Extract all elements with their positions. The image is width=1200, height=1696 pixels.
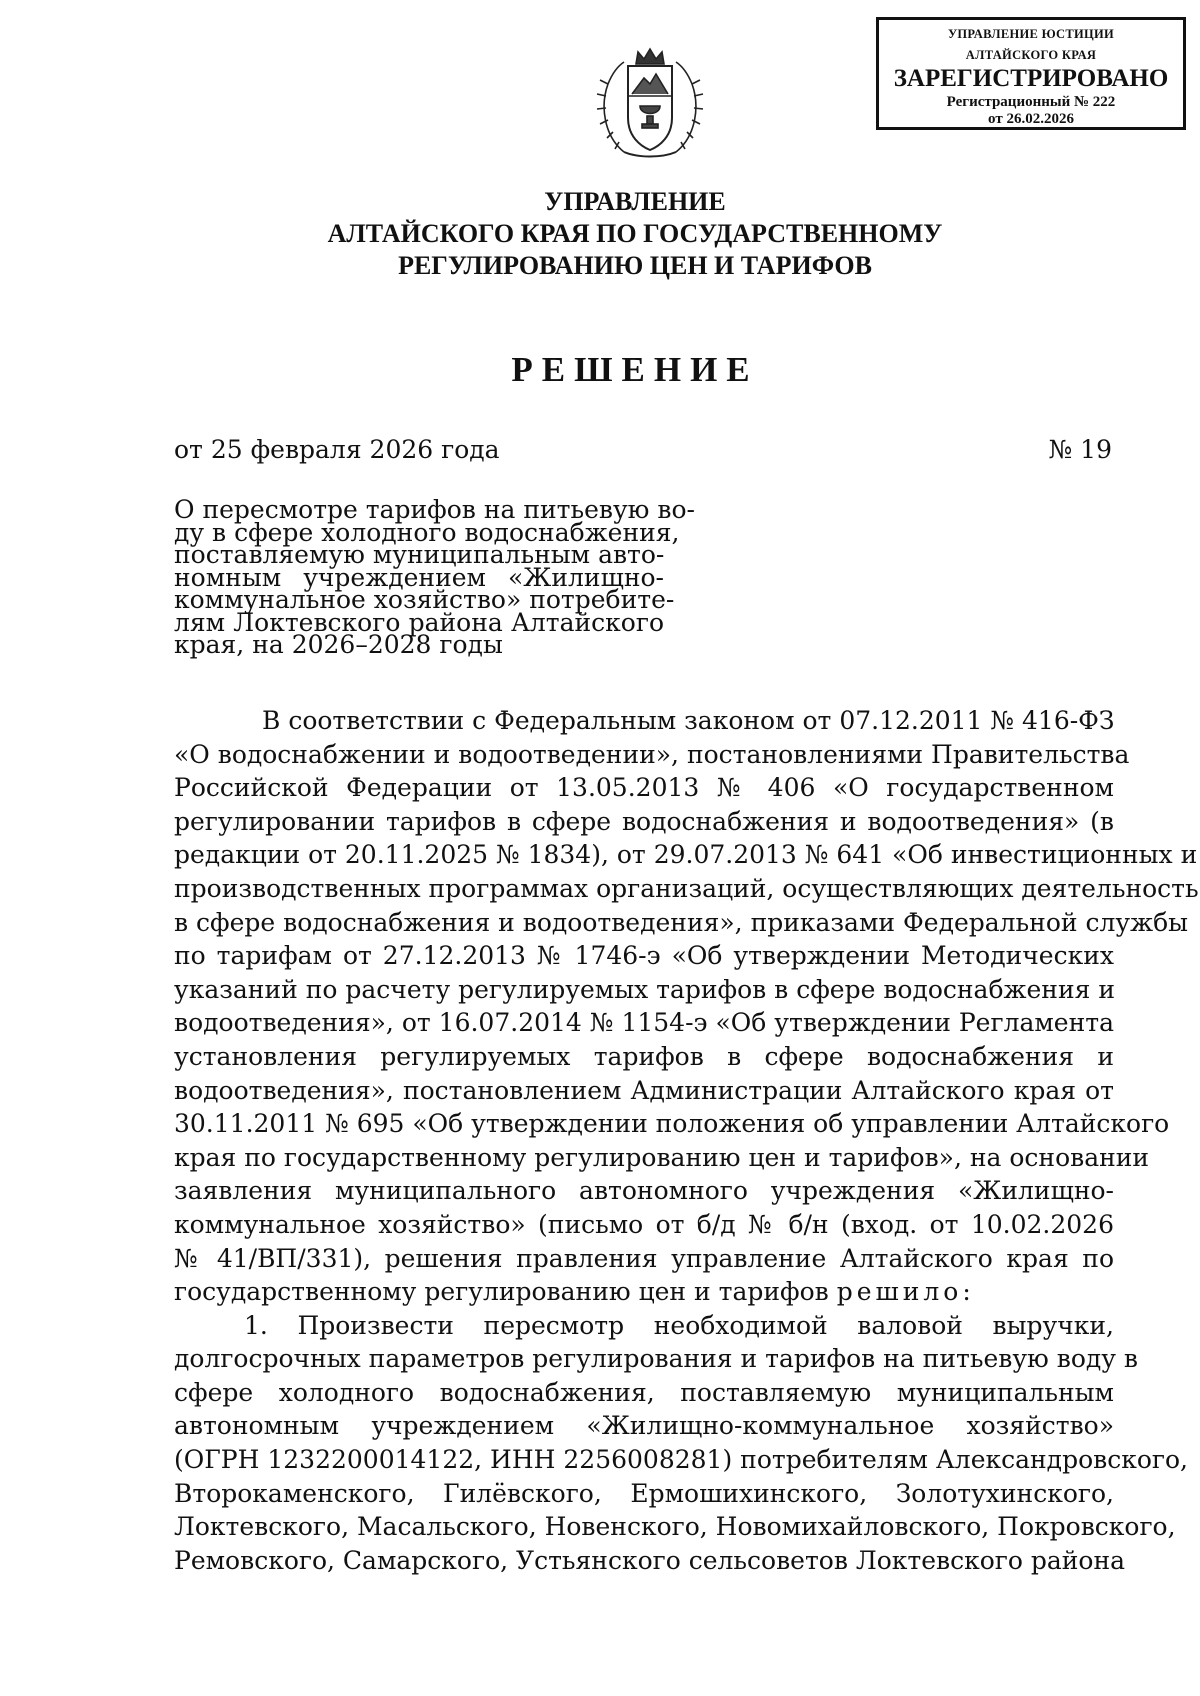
- subject-line: О пересмотре тарифов на питьевую во-: [174, 495, 695, 524]
- issuing-authority-heading: [250, 186, 1020, 282]
- stamp-org-line2: АЛТАЙСКОГО КРАЯ: [965, 48, 1097, 62]
- body-line: Российской Федерации от 13.05.2013 № 406 «О государственном: [174, 773, 1114, 803]
- subject-line: коммунальное хозяйство» потребите-: [174, 585, 675, 614]
- body-line-text: государственному регулированию цен и тарифов: [174, 1277, 829, 1307]
- body-line: указаний по расчету регулируемых тарифов в сфере водоснабжения и: [174, 974, 1116, 1004]
- subject-line: лям Локтевского района Алтайского: [174, 607, 664, 637]
- stamp-reg-number: Регистрационный № 222: [946, 94, 1116, 110]
- body-line: редакции от 20.11.2025 № 1834), от 29.07.2013 № 641 «Об инвестиционных и: [174, 840, 1198, 870]
- decided-word: решило:: [836, 1277, 975, 1307]
- body-line: «О водоснабжении и водоотведении», постановлениями Правительства: [174, 739, 1130, 769]
- body-line: в сфере водоснабжения и водоотведения», приказами Федеральной службы: [174, 907, 1189, 937]
- body-line: 1. Произвести пересмотр необходимой валовой выручки,: [244, 1310, 1114, 1340]
- body-line: Второкаменского, Гилёвского, Ермошихинского, Золотухинского,: [174, 1478, 1114, 1508]
- body-line: № 41/ВП/331), решения правления управление Алтайского края по: [174, 1243, 1114, 1273]
- heading-line-2: АЛТАЙСКОГО КРАЯ ПО ГОСУДАРСТВЕННОМУ: [327, 219, 943, 248]
- body-line: автономным учреждением «Жилищно-коммунальное хозяйство»: [174, 1411, 1114, 1441]
- body-line: сфере холодного водоснабжения, поставляемую муниципальным: [174, 1377, 1114, 1407]
- document-date: от 25 февраля 2026 года: [174, 435, 500, 464]
- body-line: края по государственному регулированию цен и тарифов», на основании: [174, 1142, 1150, 1172]
- body-line: водоотведения», постановлением Администрации Алтайского края от: [174, 1075, 1114, 1105]
- body-line-decision: [174, 1275, 1114, 1309]
- body-line: заявления муниципального автономного учреждения «Жилищно-: [174, 1176, 1114, 1206]
- subject-line: края, на 2026–2028 годы: [174, 630, 503, 659]
- stamp-status: ЗАРЕГИСТРИРОВАНО: [893, 65, 1169, 92]
- document-type-title: РЕШЕНИЕ: [511, 350, 759, 389]
- body-line: В соответствии с Федеральным законом от 07.12.2011 № 416-ФЗ: [262, 706, 1115, 735]
- body-line: коммунальное хозяйство» (письмо от б/д № б/н (вход. от 10.02.2026: [174, 1209, 1114, 1239]
- document-subject: [174, 495, 695, 659]
- body-line: Ремовского, Самарского, Устьянского сельсоветов Локтевского района: [174, 1545, 1126, 1575]
- body-line: 30.11.2011 № 695 «Об утверждении положения об управлении Алтайского: [174, 1109, 1170, 1139]
- subject-line: ду в сфере холодного водоснабжения,: [174, 517, 680, 547]
- document-body: [174, 704, 1199, 1577]
- coat-of-arms-icon: [594, 44, 706, 162]
- subject-line: поставляемую муниципальным авто-: [174, 540, 665, 569]
- stamp-reg-date: от 26.02.2026: [988, 111, 1074, 127]
- body-line: по тарифам от 27.12.2013 № 1746-э «Об утверждении Методических: [174, 941, 1114, 971]
- body-line: установления регулируемых тарифов в сфере водоснабжения и: [174, 1041, 1114, 1071]
- stamp-org-line1: УПРАВЛЕНИЕ ЮСТИЦИИ: [947, 27, 1115, 41]
- heading-line-1: УПРАВЛЕНИЕ: [544, 187, 726, 216]
- body-line: водоотведения», от 16.07.2014 № 1154-э «Об утверждении Регламента: [174, 1008, 1114, 1038]
- body-line: (ОГРН 1232200014122, ИНН 2256008281) потребителям Александровского,: [174, 1445, 1188, 1475]
- subject-line: номным учреждением «Жилищно-: [174, 562, 664, 592]
- heading-line-3: РЕГУЛИРОВАНИЮ ЦЕН И ТАРИФОВ: [398, 251, 872, 280]
- body-line: долгосрочных параметров регулирования и тарифов на питьевую воду в: [174, 1344, 1138, 1374]
- registration-stamp: [876, 17, 1186, 130]
- body-line: Локтевского, Масальского, Новенского, Новомихайловского, Покровского,: [174, 1512, 1176, 1542]
- body-line: производственных программах организаций, осуществляющих деятельность: [174, 873, 1199, 903]
- document-number: № 19: [1048, 435, 1112, 464]
- body-line: регулировании тарифов в сфере водоснабжения и водоотведения» (в: [174, 806, 1114, 836]
